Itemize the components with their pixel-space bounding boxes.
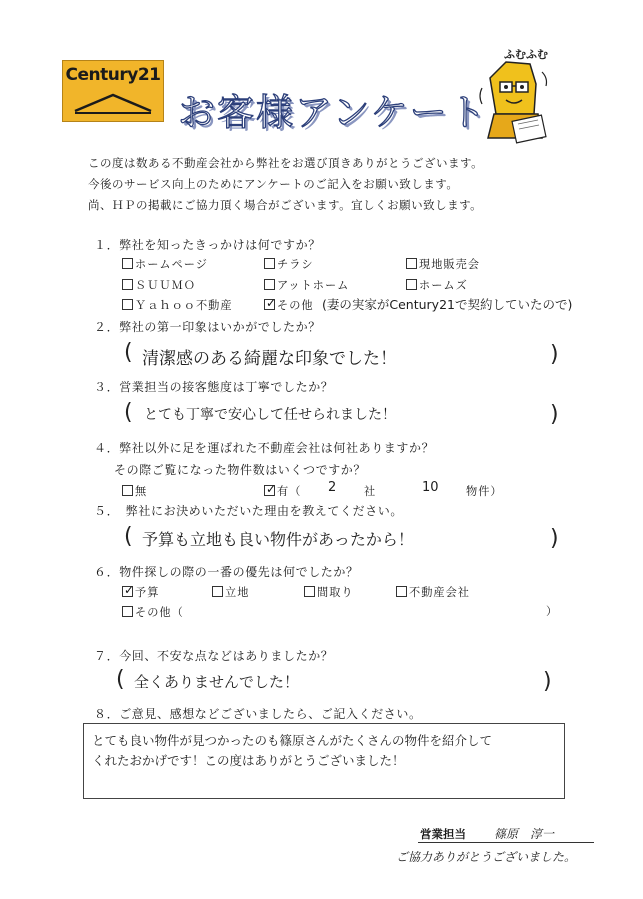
q8-answer-line-2: くれたおかげです！この度はありがとうございました！ (92, 753, 405, 768)
signature-line (418, 842, 594, 843)
q5-question: ５． 弊社にお決めいただいた理由を教えてください。 (94, 504, 404, 518)
q1-option-suumo[interactable]: ＳＵＵＭＯ (122, 277, 196, 293)
q4-question-2: その際ご覧になった物件数はいくつですか？ (114, 463, 367, 477)
q6-question: ６．物件探しの際の一番の優先は何でしたか？ (94, 565, 359, 579)
checkbox[interactable] (264, 279, 275, 290)
close-paren: ) (550, 402, 559, 427)
staff-name: 篠原 淳一 (494, 827, 555, 841)
close-paren: ） (546, 605, 559, 618)
open-paren: ( (124, 340, 133, 365)
q1-option-other[interactable]: ✓ その他 (266, 296, 314, 312)
q1-option-yahoo[interactable]: Ｙａｈｏｏ不動産 (122, 297, 233, 313)
check-icon: ✓ (266, 482, 278, 496)
q4-properties-count: 10 (422, 480, 439, 495)
staff-label: 営業担当 (420, 827, 466, 841)
q3-question: ３．営業担当の接客態度は丁寧でしたか？ (94, 380, 334, 394)
thanks-text: ご協力ありがとうございました。 (396, 850, 577, 864)
intro-line-3: 尚、ＨＰの掲載にご協力頂く場合がございます。宜しくお願い致します。 (88, 198, 483, 212)
q1-option-homes[interactable]: ホームズ (406, 277, 468, 293)
century21-logo (62, 60, 164, 122)
q6-option-agency[interactable]: 不動産会社 (396, 584, 470, 600)
q2-question: ２．弊社の第一印象はいかがでしたか？ (94, 320, 321, 334)
q1-question: １．弊社を知ったきっかけは何ですか？ (94, 238, 321, 252)
checkbox[interactable] (122, 485, 133, 496)
q4-question: ４．弊社以外に足を運ばれた不動産会社は何社ありますか？ (94, 441, 435, 455)
q4-companies-unit: 社 (364, 485, 377, 498)
checkbox[interactable] (264, 258, 275, 269)
q1-option-flyer[interactable]: チラシ (264, 256, 314, 272)
q1-other-answer: (妻の実家がCentury21で契約していたので) (322, 297, 573, 312)
checkbox[interactable] (212, 586, 223, 597)
q1-option-open-house[interactable]: 現地販売会 (406, 256, 480, 272)
q3-answer: とても丁寧で安心して任せられました！ (144, 407, 396, 423)
q8-answer-line-1: とても良い物件が見つかったのも篠原さんがたくさんの物件を紹介して (92, 733, 493, 748)
q7-answer: 全くありませんでした！ (134, 673, 300, 691)
checkbox[interactable] (396, 586, 407, 597)
mascot-icon (476, 48, 554, 148)
mascot-speech: ふむふむ (504, 48, 548, 61)
checkbox-checked[interactable] (122, 583, 136, 597)
open-paren: ( (116, 667, 125, 692)
q2-answer: 清潔感のある綺麗な印象でした！ (142, 349, 397, 369)
close-paren: ) (543, 669, 552, 694)
checkbox[interactable] (406, 279, 417, 290)
open-paren: ( (124, 524, 133, 549)
q8-question: ８．ご意見、感想などございましたら、ご記入ください。 (94, 707, 422, 721)
page-title: お客様アンケート (178, 91, 488, 134)
q6-option-budget[interactable]: ✓ 予算 (124, 583, 160, 599)
q4-companies-count: 2 (328, 480, 337, 495)
open-paren: ( (124, 400, 133, 425)
close-paren: ) (550, 342, 559, 367)
q1-option-homepage[interactable]: ホームページ (122, 256, 208, 272)
house-roof-icon (71, 91, 155, 115)
checkbox[interactable] (122, 279, 133, 290)
close-paren: ) (550, 526, 559, 551)
checkbox-checked[interactable] (264, 296, 278, 310)
checkbox-checked[interactable] (264, 482, 278, 496)
checkbox[interactable] (122, 258, 133, 269)
checkbox[interactable] (122, 299, 133, 310)
intro-line-2: 今後のサービス向上のためにアンケートのご記入をお願い致します。 (88, 177, 459, 191)
intro-line-1: この度は数ある不動産会社から弊社をお選び頂きありがとうございます。 (88, 156, 484, 170)
checkbox[interactable] (304, 586, 315, 597)
checkbox[interactable] (406, 258, 417, 269)
q5-answer: 予算も立地も良い物件があったから！ (142, 530, 414, 549)
checkbox[interactable] (122, 606, 133, 617)
q6-option-layout[interactable]: 間取り (304, 584, 354, 600)
check-icon: ✓ (266, 296, 278, 310)
q6-option-location[interactable]: 立地 (212, 584, 249, 600)
q6-option-other[interactable]: その他（ (122, 604, 184, 620)
logo-text: Century21 (65, 65, 161, 85)
q1-option-athome[interactable]: アットホーム (264, 277, 349, 293)
q4-option-yes[interactable]: ✓ 有（ (266, 482, 302, 498)
check-icon: ✓ (124, 583, 136, 597)
q4-properties-unit: 物件） (466, 485, 503, 498)
q4-option-none[interactable]: 無 (122, 483, 147, 499)
q7-question: ７．今回、不安な点などはありましたか？ (94, 649, 334, 663)
